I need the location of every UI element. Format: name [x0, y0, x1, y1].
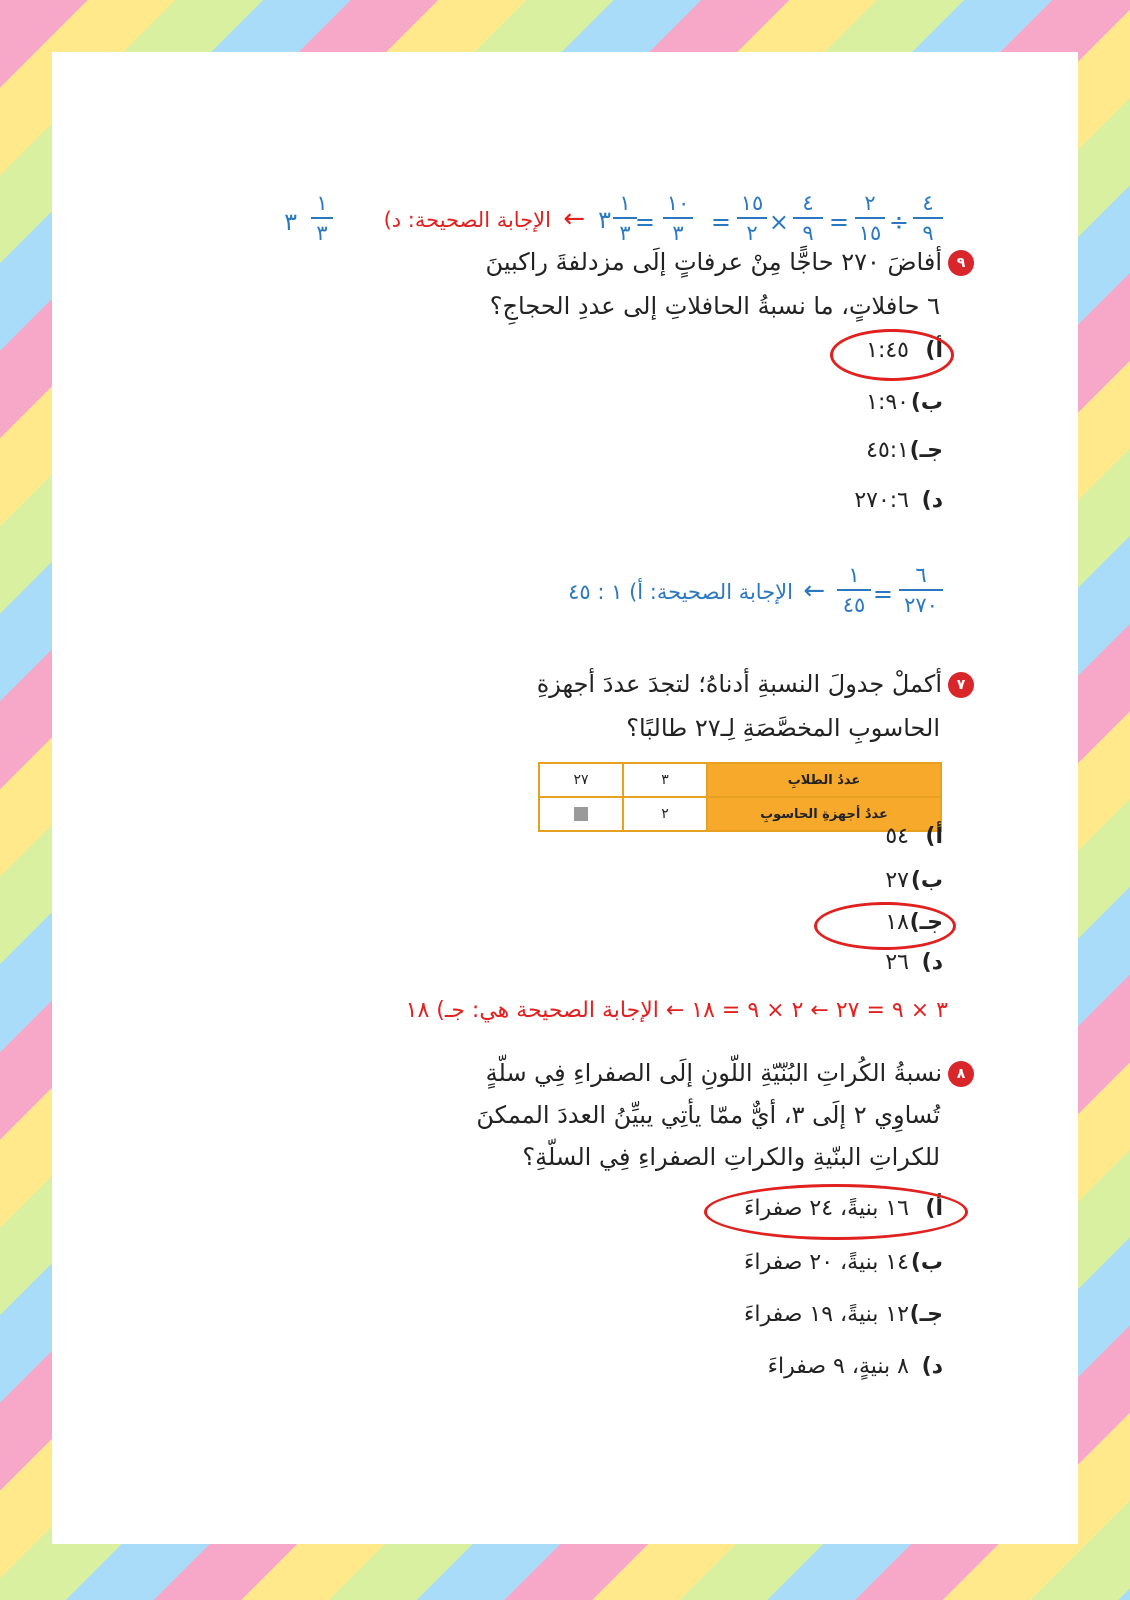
option-label: جـ) [909, 1302, 943, 1327]
fraction: ٢ ١٥ [855, 190, 885, 246]
option-label: أ) [925, 1196, 943, 1221]
option-label: جـ) [909, 438, 943, 463]
table-row [539, 797, 941, 831]
fraction: ٤ ٩ [793, 190, 823, 246]
answer-whole: ٣ [284, 208, 297, 236]
option-value: ١٢ بنيةً، ١٩ صفراءَ [744, 1302, 909, 1327]
fraction: ١ ٤٥ [837, 562, 871, 618]
ratio-table [538, 762, 942, 832]
answer-circle [814, 902, 956, 950]
equals-sign: = [828, 208, 849, 236]
arrow-left-icon: ← [563, 204, 585, 234]
option-label: ب) [910, 868, 943, 893]
question-line [334, 240, 974, 284]
equals-sign: = [710, 208, 731, 236]
option-label: د) [921, 1354, 943, 1379]
option-b[interactable] [744, 1250, 943, 1275]
option-label: د) [921, 488, 943, 513]
option-value: ١٦ بنيةً، ٢٤ صفراءَ [744, 1196, 909, 1221]
answer-circle [704, 1184, 968, 1240]
option-label: أ) [925, 338, 943, 363]
question-number-badge: ٩ [948, 250, 974, 276]
fraction: ١٠ ٣ [663, 190, 693, 246]
fraction: ١ ٣ [613, 190, 637, 246]
question-text: نسبةُ الكُراتِ البُنّيّةِ اللّونِ إلَى الصفراءِ فِي سلّةٍ [485, 1059, 942, 1087]
option-b[interactable] [866, 390, 943, 415]
question-7 [414, 662, 974, 750]
question-number-badge: ٨ [948, 1061, 974, 1087]
table-header: عددُ الطلابِ [707, 763, 941, 797]
q9-solution [423, 562, 943, 622]
worksheet-page [52, 52, 1078, 1544]
question-text: الحاسوبِ المخصَّصَةِ لِـ٢٧ طالبًا؟ [626, 714, 940, 742]
question-8 [414, 1052, 974, 1178]
divide-sign: ÷ [888, 208, 909, 236]
table-cell-blank[interactable] [539, 797, 623, 831]
option-value: ٢٦ [885, 950, 909, 975]
arrow-left-icon: ← [803, 576, 825, 606]
option-b[interactable] [885, 868, 943, 893]
option-value: ٥٤ [885, 824, 909, 849]
option-d[interactable] [885, 950, 943, 975]
option-value: ٤٥:١ [866, 438, 909, 463]
whole-number: ٣ [598, 206, 611, 234]
question-9 [334, 240, 974, 328]
option-value: ٨ بنيةٍ، ٩ صفراءَ [767, 1354, 909, 1379]
option-a[interactable] [885, 824, 943, 849]
equals-sign: = [872, 580, 893, 608]
option-label: د) [921, 950, 943, 975]
table-header: عددُ أجهزةِ الحاسوبِ [707, 797, 941, 831]
q7-solution: ٣ × ٩ = ٢٧ ← ٢ × ٩ = ١٨ ← الإجابة الصحيحة هي: جـ) ١٨ [405, 998, 948, 1023]
option-value: ١:٩٠ [866, 390, 909, 415]
option-value: ١٤ بنيةً، ٢٠ صفراءَ [744, 1250, 909, 1275]
option-d[interactable] [768, 1354, 943, 1379]
option-value: ١٨ [885, 910, 909, 935]
table-cell: ٣ [623, 763, 707, 797]
option-label: ب) [910, 390, 943, 415]
question-text: أفاضَ ٢٧٠ حاجًّا مِنْ عرفاتٍ إلَى مزدلفةَ راكبينَ [485, 248, 942, 276]
option-value: ١:٤٥ [866, 338, 909, 363]
question-number-badge: ٧ [948, 672, 974, 698]
option-c[interactable] [866, 438, 943, 463]
question-text: للكراتِ البنّيةِ والكراتِ الصفراءِ فِي السلّةِ؟ [522, 1143, 940, 1171]
option-d[interactable] [854, 488, 943, 513]
option-c[interactable] [744, 1302, 943, 1327]
option-label: جـ) [909, 910, 943, 935]
solution-text: الإجابة الصحيحة: أ) ١ : ٤٥ [568, 580, 793, 604]
fraction: ٤ ٩ [913, 190, 943, 246]
blank-square-icon [574, 807, 588, 821]
fraction: ١٥ ٢ [737, 190, 767, 246]
question-text: ٦ حافلاتٍ، ما نسبةُ الحافلاتِ إلى عددِ الحجاجِ؟ [489, 292, 940, 320]
option-label: ب) [910, 1250, 943, 1275]
question-line [414, 662, 974, 706]
table-row [539, 763, 941, 797]
table-cell: ٢ [623, 797, 707, 831]
answer-fraction: ١ ٣ [311, 190, 333, 246]
option-label: أ) [925, 824, 943, 849]
fraction: ٦ ٢٧٠ [899, 562, 943, 618]
option-value: ٢٧ [885, 868, 909, 893]
question-line [414, 1052, 974, 1094]
equals-sign: = [634, 208, 655, 236]
option-value: ٢٧٠:٦ [854, 488, 909, 513]
question-text: أكملْ جدولَ النسبةِ أدناهُ؛ لتجدَ عددَ أجهزةِ [536, 670, 942, 698]
question-text: تُساوِي ٢ إلَى ٣، أيٌّ ممّا يأتِي يبيِّنُ العددَ الممكنَ [476, 1101, 940, 1129]
times-sign: × [768, 208, 789, 236]
table-cell: ٢٧ [539, 763, 623, 797]
answer-circle [830, 329, 954, 381]
answer-label: الإجابة الصحيحة: د) [383, 208, 551, 232]
